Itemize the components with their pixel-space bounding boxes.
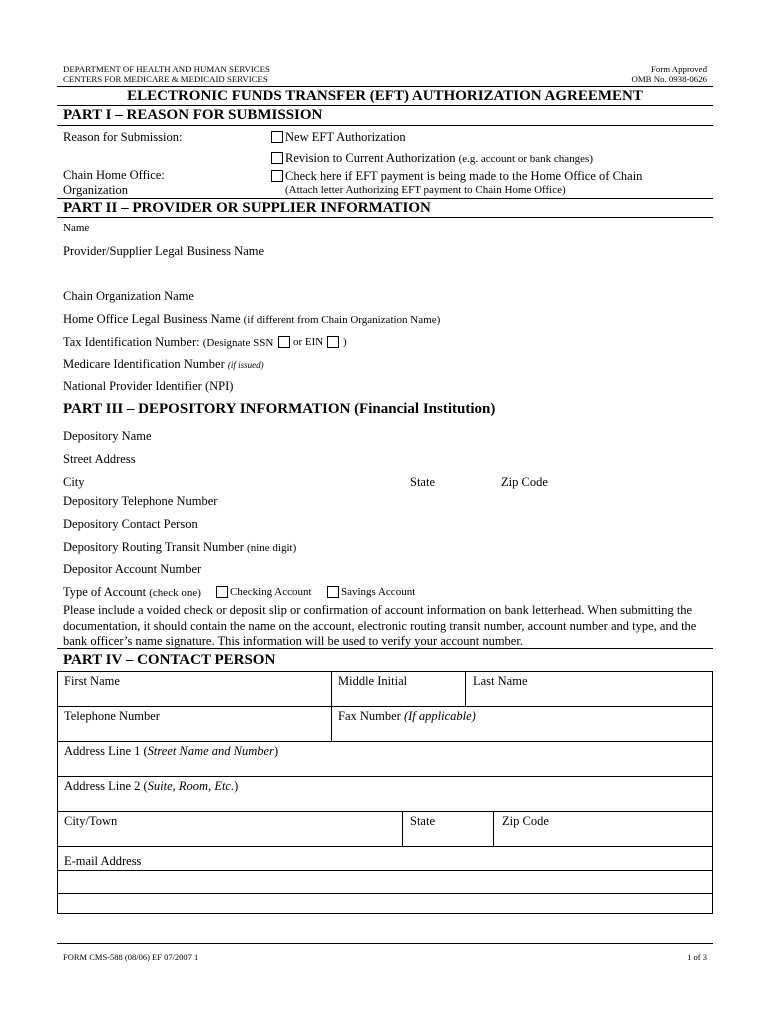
medicare-id-note: (if issued) xyxy=(227,359,264,370)
depository-zip-label: Zip Code xyxy=(501,474,548,489)
depository-telephone-label: Depository Telephone Number xyxy=(63,493,218,508)
routing-number-note: (nine digit) xyxy=(247,541,297,554)
contact-city-row xyxy=(58,811,712,847)
city-town-label: City/Town xyxy=(64,814,118,828)
middle-initial-label: Middle Initial xyxy=(338,674,408,688)
form-approved-label: Form Approved xyxy=(651,64,707,74)
telephone-number-label: Telephone Number xyxy=(64,709,160,723)
chain-organization-name-label: Chain Organization Name xyxy=(63,288,194,303)
contact-phone-row xyxy=(58,706,712,742)
section-divider xyxy=(57,105,713,106)
account-type-label: Type of Account xyxy=(63,584,147,599)
chain-organization-label: Organization xyxy=(63,182,129,197)
address-line1-field[interactable] xyxy=(58,742,712,777)
tax-id-field-label xyxy=(63,335,273,351)
page-number: 1 of 3 xyxy=(687,952,707,962)
state-field[interactable] xyxy=(402,812,493,847)
first-name-label: First Name xyxy=(64,674,120,688)
address-line2-field-label xyxy=(64,779,238,794)
section-divider xyxy=(57,125,713,126)
home-office-name-label: Home Office Legal Business Name xyxy=(63,311,241,326)
first-name-field[interactable] xyxy=(58,672,331,706)
account-type-field-label xyxy=(63,585,201,601)
part4-heading: PART IV – CONTACT PERSON xyxy=(63,651,276,668)
contact-extra-row xyxy=(58,870,712,894)
form-title: ELECTRONIC FUNDS TRANSFER (EFT) AUTHORIZATION AGREEMENT xyxy=(127,88,643,104)
instructions-line: Please include a voided check or deposit slip or confirmation of account information on bank letterhead. When submitting the xyxy=(63,602,693,617)
npi-label: National Provider Identifier (NPI) xyxy=(63,378,234,393)
part3-heading: PART III – DEPOSITORY INFORMATION (Financial Institution) xyxy=(63,400,496,417)
savings-account-label: Savings Account xyxy=(341,585,416,598)
revision-checkbox[interactable] xyxy=(271,152,283,164)
telephone-number-field[interactable] xyxy=(58,707,331,742)
revision-label: Revision to Current Authorization xyxy=(285,150,456,165)
contact-address1-row xyxy=(58,741,712,777)
section-divider xyxy=(57,217,713,218)
omb-number: OMB No. 0938-0626 xyxy=(631,74,707,84)
chain-home-office-note: (Attach letter Authorizing EFT payment to Chain Home Office) xyxy=(285,183,566,196)
home-office-name-note: (if different from Chain Organization Name) xyxy=(243,313,441,326)
address-line1-field-label xyxy=(64,744,278,759)
address-line2-note: Suite, Room, Etc. xyxy=(147,779,235,793)
chain-home-office-label: Chain Home Office: xyxy=(63,167,165,182)
part2-heading: PART II – PROVIDER OR SUPPLIER INFORMATION xyxy=(63,199,431,216)
chain-home-office-option-label: Check here if EFT payment is being made to the Home Office of Chain xyxy=(285,168,643,183)
depository-state-label: State xyxy=(410,474,435,489)
routing-number-field-label xyxy=(63,540,296,556)
tax-id-close-paren: ) xyxy=(343,335,347,348)
last-name-field[interactable] xyxy=(465,672,712,706)
last-name-label: Last Name xyxy=(473,674,528,688)
tax-id-label: Tax Identification Number: xyxy=(63,334,200,349)
zip-code-field[interactable] xyxy=(493,812,712,847)
account-number-label: Depositor Account Number xyxy=(63,561,202,576)
legal-business-name-label: Provider/Supplier Legal Business Name xyxy=(63,243,265,258)
ssn-checkbox[interactable] xyxy=(278,336,290,348)
fax-number-label: Fax Number xyxy=(338,709,401,723)
fax-number-note: (If applicable) xyxy=(403,709,476,723)
contact-extra-field[interactable] xyxy=(58,871,712,894)
medicare-id-label: Medicare Identification Number xyxy=(63,356,225,371)
middle-initial-field[interactable] xyxy=(331,672,465,706)
email-address-label: E-mail Address xyxy=(64,854,142,868)
street-address-label: Street Address xyxy=(63,451,136,466)
address-line2-label: Address Line 2 ( xyxy=(64,779,148,793)
medicare-id-field-label xyxy=(63,357,264,373)
reason-for-submission-label: Reason for Submission: xyxy=(63,129,183,144)
ein-checkbox[interactable] xyxy=(327,336,339,348)
depository-name-label: Depository Name xyxy=(63,428,152,443)
contact-extra-row xyxy=(58,893,712,915)
checking-account-label: Checking Account xyxy=(230,585,312,598)
instructions-line: documentation, it should contain the name on the account, electronic routing transit number, account number and type, and the xyxy=(63,618,697,633)
home-office-name-field-label xyxy=(63,312,440,328)
address-line2-field[interactable] xyxy=(58,777,712,812)
zip-code-label: Zip Code xyxy=(502,814,549,828)
contact-address2-row xyxy=(58,776,712,812)
new-eft-authorization-label: New EFT Authorization xyxy=(285,129,406,144)
contact-email-row xyxy=(58,846,712,871)
routing-number-label: Depository Routing Transit Number xyxy=(63,539,244,554)
instructions-line: bank officer’s name signature. This information will be used to verify your account number. xyxy=(63,633,523,648)
section-divider xyxy=(57,648,713,649)
depository-contact-label: Depository Contact Person xyxy=(63,516,198,531)
chain-home-office-checkbox[interactable] xyxy=(271,170,283,182)
new-eft-authorization-checkbox[interactable] xyxy=(271,131,283,143)
address-line1-label: Address Line 1 ( xyxy=(64,744,148,758)
fax-number-field[interactable] xyxy=(331,707,712,742)
address-line2-close: ) xyxy=(234,779,239,793)
ein-label: or EIN xyxy=(293,335,324,348)
agency-name: DEPARTMENT OF HEALTH AND HUMAN SERVICES xyxy=(63,64,270,74)
contact-name-row xyxy=(58,672,712,706)
account-type-note: (check one) xyxy=(149,586,201,599)
part1-heading: PART I – REASON FOR SUBMISSION xyxy=(63,107,323,123)
name-label: Name xyxy=(63,221,90,234)
contact-extra-field[interactable] xyxy=(58,894,712,915)
address-line1-note: Street Name and Number xyxy=(147,744,274,758)
footer-divider xyxy=(57,943,713,944)
form-id: FORM CMS-588 (08/06) EF 07/2007 1 xyxy=(63,952,199,962)
section-divider xyxy=(57,86,713,87)
city-town-field[interactable] xyxy=(58,812,402,847)
address-line1-close: ) xyxy=(273,744,279,758)
fax-number-field-label xyxy=(338,709,476,724)
contact-person-table xyxy=(57,671,713,914)
email-address-field[interactable] xyxy=(58,847,712,871)
tax-id-designate-label: (Designate SSN xyxy=(202,336,274,349)
checking-account-checkbox[interactable] xyxy=(216,586,228,598)
agency-subname: CENTERS FOR MEDICARE & MEDICAID SERVICES xyxy=(63,74,268,84)
revision-option xyxy=(285,151,593,167)
depository-city-label: City xyxy=(63,474,85,489)
savings-account-checkbox[interactable] xyxy=(327,586,339,598)
state-label: State xyxy=(410,814,435,828)
revision-note: (e.g. account or bank changes) xyxy=(458,152,593,165)
